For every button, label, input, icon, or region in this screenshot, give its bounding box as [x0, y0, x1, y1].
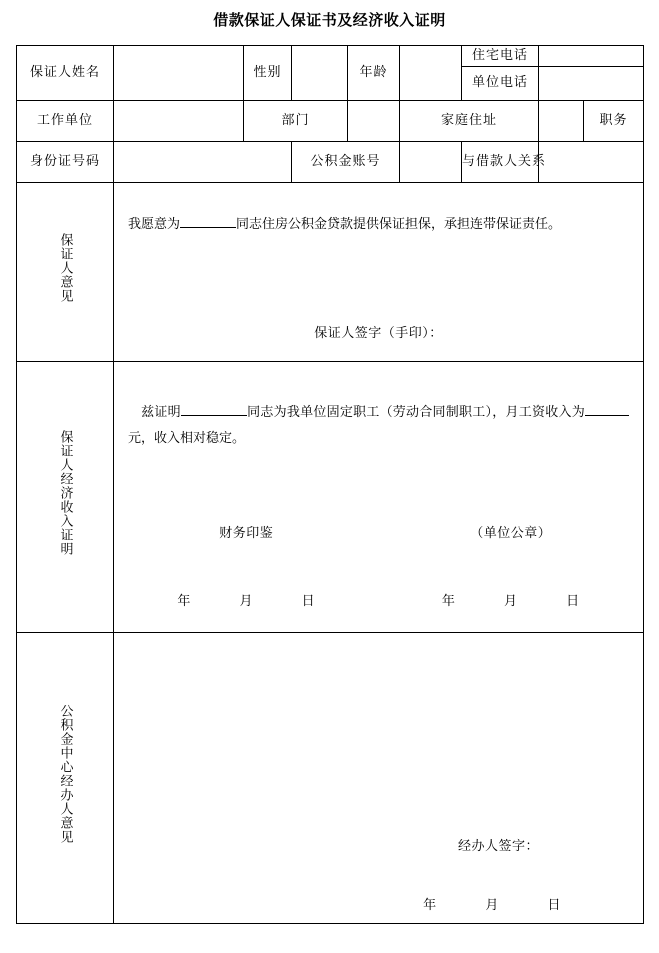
- label-home-address: 家庭住址: [400, 100, 539, 141]
- fund-center-opinion-body[interactable]: [114, 632, 644, 923]
- income-date-left[interactable]: [114, 592, 379, 612]
- field-id-number[interactable]: [114, 141, 292, 182]
- field-home-address[interactable]: [539, 100, 584, 141]
- field-gender[interactable]: [292, 46, 348, 101]
- label-position: 职务: [584, 100, 644, 141]
- section-income-certification: [17, 361, 644, 632]
- label-gender: 性别: [244, 46, 292, 101]
- side-label-income-certification-text: 保证人经济收入证明: [57, 430, 73, 557]
- finance-seal-label: 财务印鉴: [219, 526, 274, 541]
- section-guarantor-opinion: [17, 182, 644, 361]
- field-borrower-relation[interactable]: [539, 141, 644, 182]
- label-id-number: 身份证号码: [17, 141, 114, 182]
- side-label-fund-center-opinion-text: 公积金中心经办人意见: [57, 704, 73, 845]
- fund-center-date-day: 日: [547, 898, 561, 913]
- label-department: 部门: [244, 100, 348, 141]
- guarantor-opinion-paragraph: [114, 200, 643, 238]
- income-certification-paragraph: [114, 382, 643, 452]
- field-fund-account[interactable]: [400, 141, 462, 182]
- fund-center-date-month: 月: [485, 898, 499, 913]
- side-label-income-certification: [17, 361, 114, 632]
- label-borrower-relation: 与借款人关系: [462, 141, 539, 182]
- field-employer[interactable]: [114, 100, 244, 141]
- side-label-guarantor-opinion-text: 保证人意见: [57, 233, 73, 304]
- field-work-phone[interactable]: [539, 66, 644, 100]
- income-text-part3: 元，收入相对稳定。: [128, 431, 246, 446]
- income-date-right-day: 日: [566, 593, 580, 609]
- field-guarantor-name[interactable]: [114, 46, 244, 101]
- income-date-right[interactable]: [379, 592, 644, 612]
- section-fund-center-opinion: [17, 632, 644, 923]
- guarantor-name-blank[interactable]: [180, 227, 236, 228]
- income-date-left-month: 月: [239, 593, 253, 609]
- guarantor-opinion-body[interactable]: [114, 182, 644, 361]
- table-row-employment: [17, 100, 644, 141]
- fund-center-date-row[interactable]: [114, 896, 643, 916]
- label-guarantor-name: 保证人姓名: [17, 46, 114, 101]
- field-home-phone[interactable]: [539, 46, 644, 67]
- seal-row: [114, 524, 643, 544]
- income-date-right-year: 年: [441, 593, 456, 609]
- label-age: 年龄: [348, 46, 400, 101]
- income-date-left-day: 日: [301, 593, 316, 609]
- income-date-row: [114, 592, 643, 612]
- guarantor-form-table: [16, 45, 644, 924]
- officer-signature-label[interactable]: 经办人签字：: [457, 838, 539, 854]
- income-certification-body[interactable]: [114, 361, 644, 632]
- side-label-fund-center-opinion: [17, 632, 114, 923]
- income-date-right-month: 月: [503, 593, 518, 609]
- field-department[interactable]: [348, 100, 400, 141]
- table-row-identity: [17, 141, 644, 182]
- fund-center-date-year: 年: [423, 898, 437, 913]
- income-salary-blank[interactable]: [585, 415, 629, 416]
- company-seal-label: （单位公章）: [470, 526, 552, 541]
- income-text-part1: 兹证明: [141, 405, 181, 420]
- guarantor-signature-label[interactable]: 保证人签字（手印）：: [314, 325, 443, 341]
- page-title: 借款保证人保证书及经济收入证明: [213, 11, 446, 29]
- field-age[interactable]: [400, 46, 462, 101]
- income-text-part2: 同志为我单位固定职工（劳动合同制职工），月工资收入为: [246, 405, 585, 420]
- label-home-phone: 住宅电话: [462, 46, 539, 67]
- income-date-left-year: 年: [177, 593, 191, 609]
- income-employee-name-blank[interactable]: [181, 415, 247, 416]
- label-employer: 工作单位: [17, 100, 114, 141]
- side-label-guarantor-opinion: [17, 182, 114, 361]
- guarantor-opinion-text-after: 同志住房公积金贷款提供保证担保，承担连带保证责任。: [236, 216, 562, 232]
- label-fund-account: 公积金账号: [292, 141, 400, 182]
- guarantor-opinion-text-before: 我愿意为: [128, 216, 181, 232]
- table-row-personal-1: [17, 46, 644, 67]
- label-work-phone: 单位电话: [462, 66, 539, 100]
